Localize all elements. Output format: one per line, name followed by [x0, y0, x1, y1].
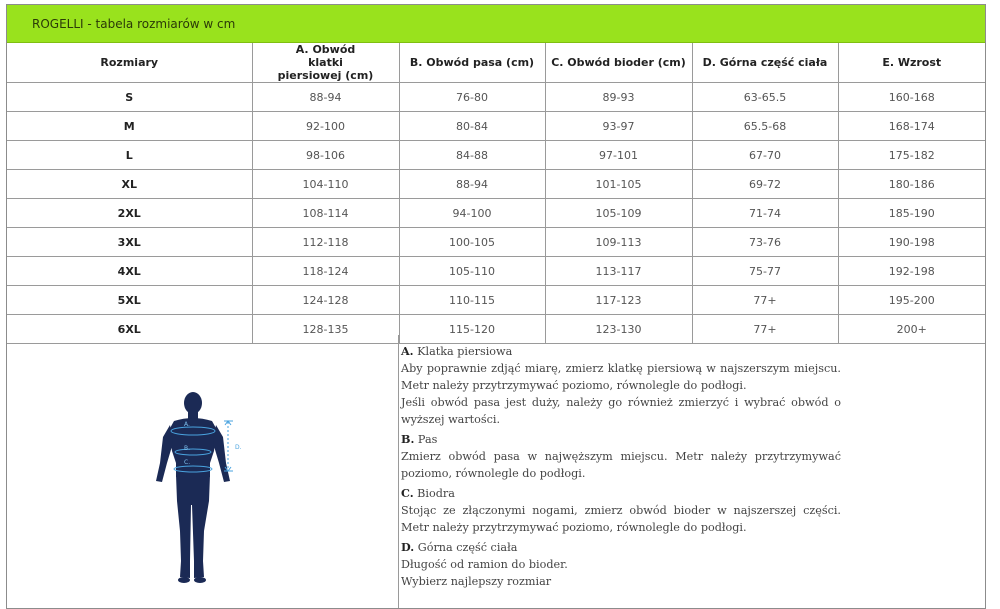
- size-table: [7, 43, 985, 344]
- value-cell: 69-72: [692, 170, 838, 199]
- table-row: [7, 286, 985, 315]
- description-title: Górna część ciała: [417, 541, 518, 554]
- value-cell: 93-97: [545, 112, 692, 141]
- value-cell: 63-65.5: [692, 83, 838, 112]
- description-title: Klatka piersiowa: [417, 345, 513, 358]
- size-cell: S: [7, 83, 252, 112]
- column-header: Rozmiary: [7, 43, 252, 83]
- description-block: [401, 539, 841, 590]
- value-cell: 168-174: [838, 112, 985, 141]
- value-cell: 105-110: [399, 257, 545, 286]
- value-cell: 67-70: [692, 141, 838, 170]
- measurement-guide: [7, 335, 985, 609]
- description-text: Stojąc ze złączonymi nogami, zmierz obwód bioder w najszerszej części. Metr należy przytrzymywać poziomo, równolegle do podłogi.: [401, 504, 841, 534]
- value-cell: 109-113: [545, 228, 692, 257]
- value-cell: 117-123: [545, 286, 692, 315]
- value-cell: 185-190: [838, 199, 985, 228]
- header-row: [7, 43, 985, 83]
- figure-cell: [7, 335, 399, 609]
- description-block: [401, 343, 841, 428]
- value-cell: 160-168: [838, 83, 985, 112]
- size-chart: [6, 4, 986, 609]
- chart-title: ROGELLI - tabela rozmiarów w cm: [7, 5, 985, 43]
- column-header: E. Wzrost: [838, 43, 985, 83]
- value-cell: 175-182: [838, 141, 985, 170]
- body-shape: [156, 392, 230, 583]
- value-cell: 112-118: [252, 228, 399, 257]
- label-d: D.: [235, 444, 242, 451]
- body-silhouette: [147, 385, 257, 605]
- size-cell: 5XL: [7, 286, 252, 315]
- value-cell: 100-105: [399, 228, 545, 257]
- size-cell: 6XL: [7, 315, 252, 344]
- description-title: Pas: [417, 433, 438, 446]
- value-cell: 88-94: [252, 83, 399, 112]
- table-row: [7, 170, 985, 199]
- value-cell: 192-198: [838, 257, 985, 286]
- value-cell: 76-80: [399, 83, 545, 112]
- table-row: [7, 199, 985, 228]
- description-list: [401, 343, 841, 593]
- value-cell: 108-114: [252, 199, 399, 228]
- value-cell: 97-101: [545, 141, 692, 170]
- value-cell: 180-186: [838, 170, 985, 199]
- value-cell: 200+: [838, 315, 985, 344]
- size-cell: 4XL: [7, 257, 252, 286]
- description-text: Długość od ramion do bioder.: [401, 558, 568, 571]
- description-text: Zmierz obwód pasa w najwęższym miejscu. Metr należy przytrzymywać poziomo, równolegle do podłogi.: [401, 450, 841, 480]
- description-text: Aby poprawnie zdjąć miarę, zmierz klatkę piersiową w najszerszym miejscu. Metr należy przytrzymywać poziomo, równolegle do podłogi.: [401, 362, 841, 392]
- description-title: Biodra: [417, 487, 455, 500]
- size-cell: M: [7, 112, 252, 141]
- description-letter: D.: [401, 540, 415, 554]
- label-b: B.: [184, 445, 191, 452]
- value-cell: 118-124: [252, 257, 399, 286]
- column-header: C. Obwód bioder (cm): [545, 43, 692, 83]
- label-c: C.: [184, 459, 191, 466]
- description-text: Wybierz najlepszy rozmiar: [401, 575, 552, 588]
- description-letter: C.: [401, 486, 414, 500]
- value-cell: 84-88: [399, 141, 545, 170]
- value-cell: 104-110: [252, 170, 399, 199]
- table-row: [7, 257, 985, 286]
- table-row: [7, 112, 985, 141]
- table-row: [7, 83, 985, 112]
- value-cell: 195-200: [838, 286, 985, 315]
- value-cell: 92-100: [252, 112, 399, 141]
- value-cell: 190-198: [838, 228, 985, 257]
- description-block: [401, 431, 841, 482]
- value-cell: 71-74: [692, 199, 838, 228]
- description-letter: B.: [401, 432, 415, 446]
- size-cell: XL: [7, 170, 252, 199]
- label-a: A.: [184, 421, 190, 428]
- value-cell: 128-135: [252, 315, 399, 344]
- table-row: [7, 228, 985, 257]
- value-cell: 123-130: [545, 315, 692, 344]
- column-header: A. Obwód klatki piersiowej (cm): [252, 43, 399, 83]
- value-cell: 101-105: [545, 170, 692, 199]
- value-cell: 77+: [692, 315, 838, 344]
- value-cell: 113-117: [545, 257, 692, 286]
- value-cell: 94-100: [399, 199, 545, 228]
- value-cell: 98-106: [252, 141, 399, 170]
- description-block: [401, 485, 841, 536]
- value-cell: 105-109: [545, 199, 692, 228]
- value-cell: 89-93: [545, 83, 692, 112]
- value-cell: 77+: [692, 286, 838, 315]
- size-cell: L: [7, 141, 252, 170]
- table-row: [7, 141, 985, 170]
- value-cell: 65.5-68: [692, 112, 838, 141]
- size-cell: 2XL: [7, 199, 252, 228]
- column-header: D. Górna część ciała: [692, 43, 838, 83]
- value-cell: 73-76: [692, 228, 838, 257]
- value-cell: 88-94: [399, 170, 545, 199]
- value-cell: 124-128: [252, 286, 399, 315]
- value-cell: 80-84: [399, 112, 545, 141]
- value-cell: 115-120: [399, 315, 545, 344]
- column-header: B. Obwód pasa (cm): [399, 43, 545, 83]
- description-letter: A.: [401, 344, 414, 358]
- size-cell: 3XL: [7, 228, 252, 257]
- value-cell: 75-77: [692, 257, 838, 286]
- value-cell: 110-115: [399, 286, 545, 315]
- description-text: Jeśli obwód pasa jest duży, należy go również zmierzyć i wybrać obwód o wyższej wartości.: [401, 396, 841, 426]
